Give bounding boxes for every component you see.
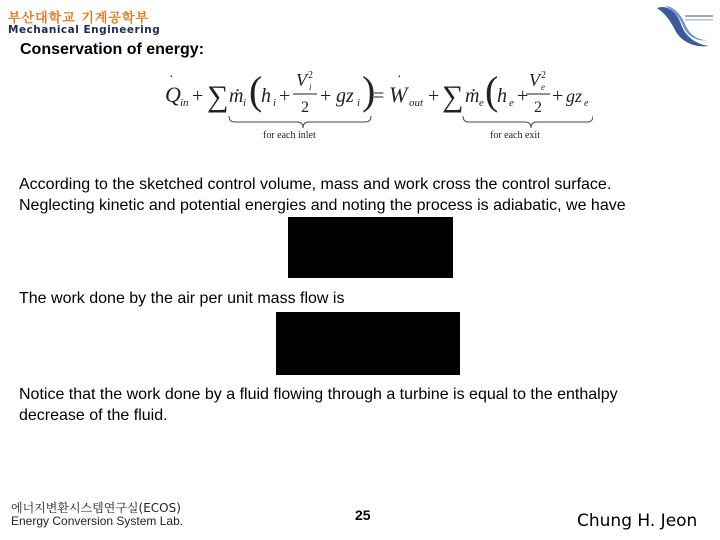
paragraph-line: According to the sketched control volume, mass and work cross the control surface. [19,176,612,193]
svg-text:out: out [409,97,424,109]
svg-text:∑: ∑ [207,80,229,113]
svg-text:i: i [357,97,361,109]
svg-text:(: ( [485,68,499,113]
paragraph-line: The work done by the air per unit mass flow is [19,290,345,307]
svg-text:2: 2 [308,70,313,81]
section-title: Conservation of energy: [20,41,205,58]
university-logo-english: Mechanical Engineering [8,24,161,36]
svg-text:2: 2 [541,70,546,81]
footer-lab-korean: 에너지변환시스템연구실(ECOS) [11,501,181,515]
svg-text:i: i [309,82,312,92]
paragraph-line: Neglecting kinetic and potential energies and noting the process is adiabatic, we have [19,197,626,214]
footer-lab-english: Energy Conversion System Lab. [11,514,184,528]
page-number: 25 [355,507,371,523]
svg-text:i: i [273,97,277,109]
svg-text:e: e [541,82,545,92]
svg-text:W: W [389,82,408,107]
svg-text:∑: ∑ [442,80,464,113]
svg-text:e: e [509,97,514,109]
svg-text:): ) [362,68,376,113]
svg-text:+: + [279,85,291,107]
svg-text:ṁ: ṁ [465,85,480,107]
paragraph-line: decrease of the fluid. [19,407,168,424]
svg-text:+: + [192,85,204,107]
university-emblem-icon [651,2,715,50]
svg-text:e: e [479,97,484,109]
svg-text:+: + [428,85,440,107]
svg-text:e: e [584,98,589,109]
svg-text:+: + [552,85,564,107]
svg-text:gz: gz [566,86,583,106]
svg-text:i: i [243,97,247,109]
svg-text:2: 2 [534,99,542,116]
equation-image-placeholder [288,217,453,278]
svg-text:h: h [497,85,507,107]
svg-text:+: + [517,85,529,107]
paragraph-line: Notice that the work done by a fluid flowing through a turbine is equal to the enthalpy [19,386,618,403]
equation-label-exit: for each exit [490,130,540,141]
university-logo-korean: 부산대학교 기계공학부 [8,11,150,26]
author-name: Chung H. Jeon [577,511,698,531]
svg-text:gz: gz [336,85,354,107]
svg-text:(: ( [249,68,263,113]
svg-text:·: · [169,70,174,85]
svg-text:in: in [180,97,189,109]
equation-label-inlet: for each inlet [263,130,316,141]
svg-text:2: 2 [301,99,309,116]
svg-text:=: = [373,85,385,107]
svg-text:·: · [397,70,402,85]
svg-text:ṁ: ṁ [229,85,244,107]
equation-image-placeholder [276,312,460,375]
svg-text:Q: Q [165,82,181,107]
svg-text:+: + [320,85,332,107]
svg-text:h: h [261,85,271,107]
svg-text:V: V [529,70,540,90]
svg-text:V: V [296,70,307,90]
